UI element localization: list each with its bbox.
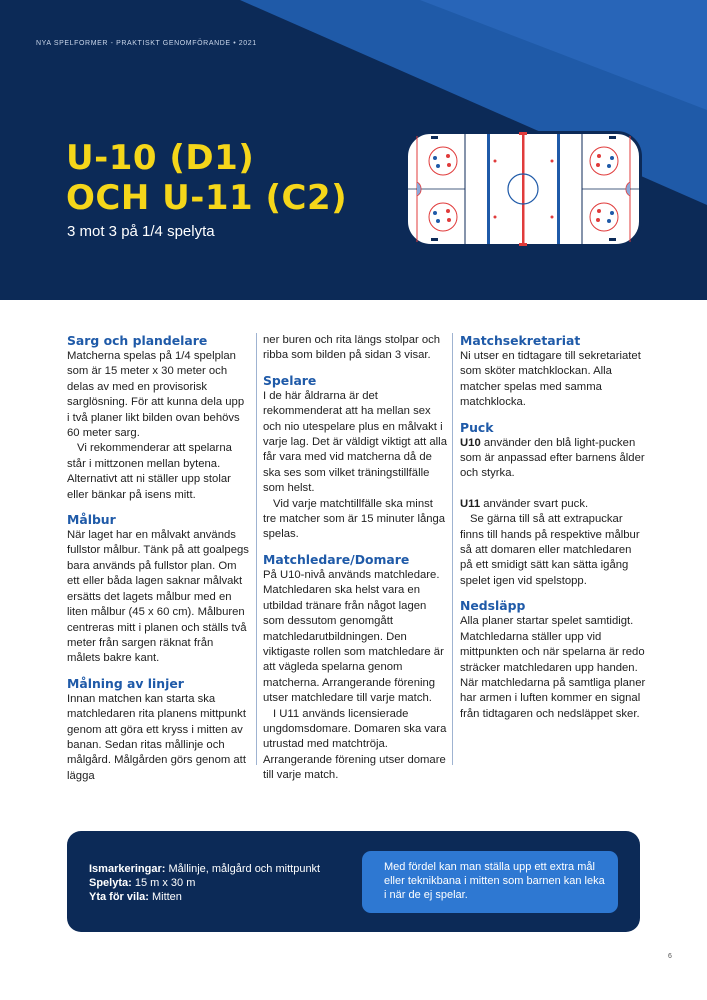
heading-matchledare: Matchledare/Domare	[263, 551, 410, 567]
page-number: 6	[668, 953, 672, 960]
tip-box: Med fördel kan man ställa upp ett extra mål eller teknikbana i mitten som barnen kan leka i när de ej spelar.	[362, 851, 618, 913]
heading-puck: Puck	[460, 419, 494, 435]
page-title	[66, 138, 347, 218]
paragraph: I U11 används licensierade ungdomsdomare. Domaren ska vara utrustad med matchtröja. Arrangerande förening utser domare till varje match.	[263, 707, 447, 782]
paragraph: När laget har en målvakt används fullstor målbur. Tänk på att goalpegs bara används på fullstor plan. Om ett eller båda lagen saknar målvakt ersätts det lagets målbur med en liten målbur (45 x 60 cm). Målburen centreras mitt i planen och ställs två meter från sargen räknat från målets bakre kant.	[67, 529, 249, 665]
column-divider-1	[256, 333, 257, 765]
paragraph: ner buren och rita längs stolpar och ribba som bilden på sidan 3 visar.	[263, 334, 441, 362]
paragraph: Vi rekommenderar att spelarna står i mittzonen mellan bytena. Alternativt att ni ställer upp stolar eller bänkar på isens mitt.	[67, 442, 232, 501]
heading-spelare: Spelare	[263, 372, 317, 388]
summary-box	[67, 831, 640, 932]
paragraph	[460, 497, 646, 512]
bold-label: U10	[460, 436, 481, 449]
hockey-rink-diagram	[405, 131, 642, 251]
title-line-1: U-10 (D1)	[66, 138, 255, 178]
paragraph: Alla planer startar spelet samtidigt. Matchledarna ställer upp vid mittpunkten och när spelarna är redo sträcker matchledaren upp handen. När matchledarna på samtliga planer har armen i luften kommer en signal från tidtagaren och nedsläppet sker.	[460, 615, 646, 720]
text-column-1	[67, 333, 249, 784]
bold-label: U11	[460, 497, 481, 510]
paragraph: På U10-nivå används matchledare. Matchledaren ska helst vara en utbildad tränare från något lagen som dessutom genomgått matchledarutbildningen. Den viktigaste rollen som matchledare är att vägleda spelarna genom matcherna. Arrangerande förening utser matchledare till varje match.	[263, 568, 444, 705]
running-head: NYA SPELFORMER - PRAKTISKT GENOMFÖRANDE • 2021	[36, 40, 257, 47]
text-span: använder den blå light-pucken som är anpassad efter barnens ålder och styrka.	[460, 436, 645, 480]
column-divider-2	[452, 333, 453, 765]
heading-sarg: Sarg och plandelare	[67, 333, 208, 348]
summary-info	[89, 863, 320, 904]
paragraph: Matcherna spelas på 1/4 spelplan som är 15 meter x 30 meter och delas av med en provisorisk sarglösning. För att kunna dela upp i två planer likt bilden ovan behövs 60 meter sarg.	[67, 350, 245, 440]
summary-value: 15 m x 30 m	[131, 876, 196, 889]
title-line-2: OCH U-11 (C2)	[66, 178, 348, 218]
heading-nedslapp: Nedsläpp	[460, 598, 526, 614]
page-subtitle: 3 mot 3 på 1/4 spelyta	[67, 223, 215, 240]
text-column-3	[460, 333, 646, 722]
text-span: använder svart puck.	[480, 497, 589, 510]
paragraph: Innan matchen kan starta ska matchledaren rita planens mittpunkt genom att göra ett kryss i mitten av banan. Sedan ritas mållinje och målgård. Målgården görs genom att lägga	[67, 692, 246, 782]
heading-malbur: Målbur	[67, 512, 116, 528]
spacer	[460, 482, 646, 497]
summary-value: Mållinje, målgård och mittpunkt	[165, 863, 321, 875]
summary-value: Mitten	[148, 890, 182, 903]
summary-line	[89, 891, 320, 905]
heading-matchsekretariat: Matchsekretariat	[460, 333, 581, 348]
paragraph: Ni utser en tidtagare till sekretariatet som sköter matchklockan. Alla matcher spelas med samma matchklocka.	[460, 350, 641, 409]
summary-label: Ismarkeringar:	[89, 863, 166, 875]
summary-line	[89, 863, 320, 877]
header-banner	[0, 0, 707, 300]
summary-label: Yta för vila:	[89, 890, 149, 903]
paragraph: Se gärna till så att extrapuckar finns till hands på respektive målbur så att domaren eller matchledaren på ett smidigt sätt kan sätta igång spelet igen vid spelstopp.	[460, 513, 640, 587]
text-column-2	[263, 333, 447, 784]
summary-label: Spelyta:	[89, 876, 132, 889]
summary-line	[89, 877, 320, 891]
paragraph: I de här åldrarna är det rekommenderat att ha mellan sex och nio utespelare plus en målvakt i varje lag. Det är väldigt viktigt att alla får vara med vid matcherna då de ska ses som vilket träningstillfälle som helst.	[263, 389, 447, 495]
paragraph: Vid varje matchtillfälle ska minst tre matcher som är 15 minuter långa spelas.	[263, 497, 446, 541]
heading-malning: Målning av linjer	[67, 675, 184, 691]
rink-icon	[405, 131, 642, 247]
paragraph	[460, 436, 646, 482]
